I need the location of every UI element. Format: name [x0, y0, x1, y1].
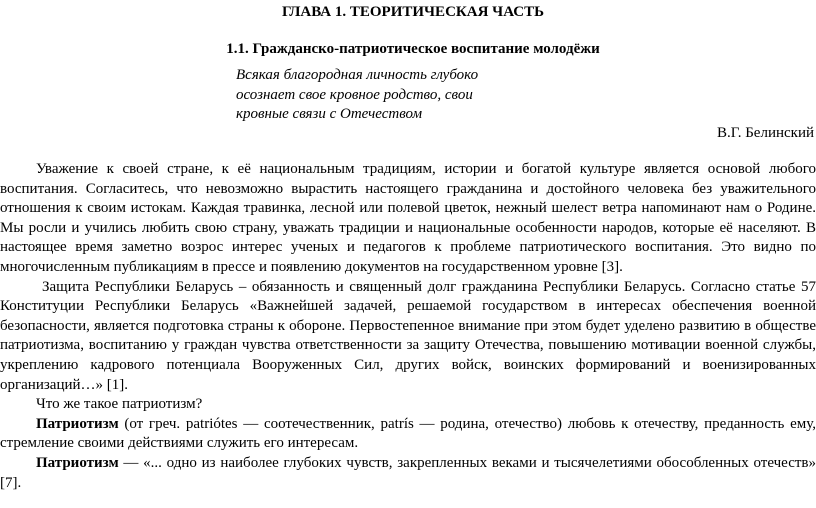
- section-title: 1.1. Гражданско-патриотическое воспитание молодёжи: [226, 41, 600, 57]
- definition-text: (от греч. patriótes — соотечественник, patrís — родина, отечество) любовь к отечеству, преданность ему, стремление своими действиями служить его интересам.: [0, 415, 816, 452]
- definition-text: — «... одно из наиболее глубоких чувств, закрепленных веками и тысячелетиями обособленных отечеств» [7].: [0, 454, 816, 491]
- body-text: [0, 160, 816, 493]
- term-patriotism: Патриотизм: [36, 454, 119, 471]
- epigraph-line: Всякая благородная личность глубоко: [236, 67, 479, 83]
- paragraph-question: Что же такое патриотизм?: [36, 396, 203, 413]
- epigraph-line: кровные связи с Отечеством: [236, 106, 423, 122]
- paragraph-respect: Уважение к своей стране, к её национальным традициям, истории и богатой культуре является основой любого воспитания. Согласитесь, что невозможно вырастить настоящего гражданина и достойного человека без уважительного отношения к своим истокам. Каждая травинка, лесной или полевой цветок, нежный шелест ветра напоминают нам о Родине. Мы росли и учились любить свою страну, уважать традиции и национальные особенности народов, которые её населяют. В настоящее время заметно возрос интерес ученых и педагогов к проблеме патриотического воспитания. Это видно по многочисленным публикациям в прессе и появлению документов на государственном уровне [3].: [0, 161, 816, 275]
- paragraph-defense: Защита Республики Беларусь – обязанность и священный долг гражданина Республики Беларусь. Согласно статье 57 Конституции Республики Беларусь «Важнейшей задачей, решаемой государством в интересах обеспечения военной безопасности, является подготовка страны к обороне. Первостепенное внимание при этом будет уделено развитию в обществе патриотизма, воспитанию у граждан чувства ответственности за защиту Отечества, повышению мотивации военной службы, укреплению кадрового потенциала Вооруженных Сил, других войск, воинских формирований и военизированных организаций…» [1].: [0, 278, 816, 393]
- paragraph-definition-2: [0, 454, 816, 493]
- epigraph-author: В.Г. Белинский: [716, 125, 814, 141]
- epigraph-line: осознает свое кровное родство, свои: [236, 86, 473, 103]
- term-patriotism: Патриотизм: [36, 415, 119, 432]
- chapter-title: ГЛАВА 1. ТЕОРИТИЧЕСКАЯ ЧАСТЬ: [281, 4, 545, 20]
- paragraph-definition-1: [0, 415, 816, 454]
- epigraph: [236, 66, 576, 125]
